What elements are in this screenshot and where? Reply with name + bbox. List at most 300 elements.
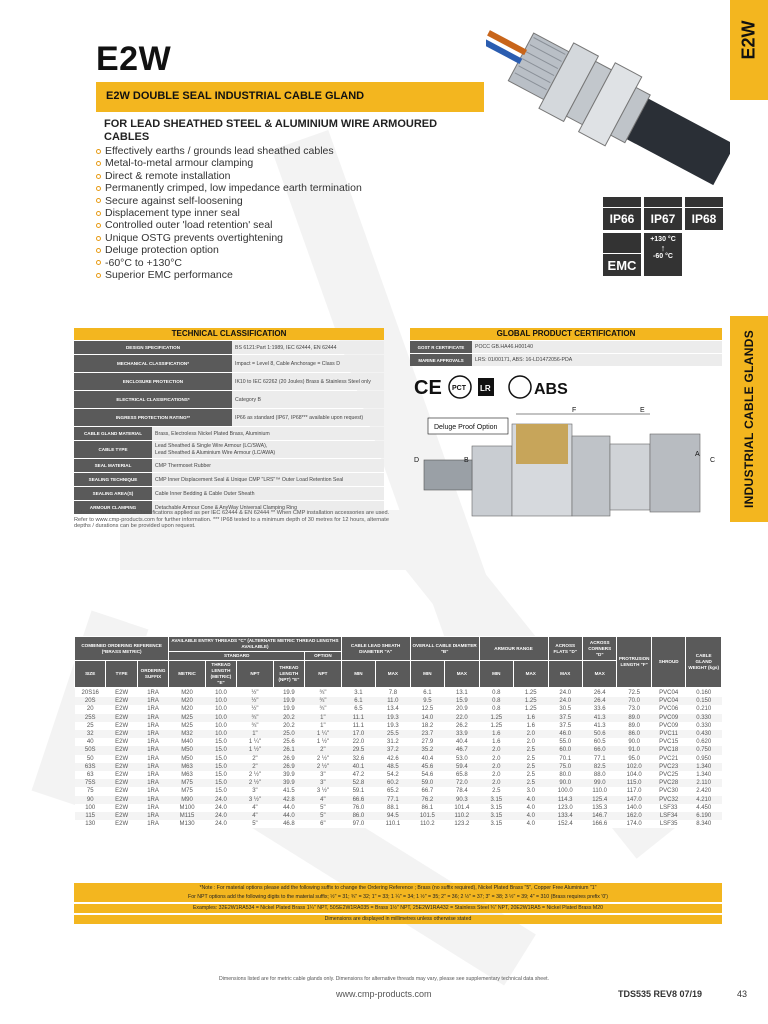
global-certification-table (410, 328, 722, 366)
table-cell: M50 (169, 755, 206, 763)
table-cell: 20.2 (273, 714, 304, 722)
table-cell: 1.25 (479, 714, 513, 722)
table-cell: 54.6 (410, 771, 444, 779)
table-cell: M63 (169, 771, 206, 779)
bullet-icon (96, 161, 101, 166)
table-cell: 15.0 (205, 746, 236, 754)
table-cell: 147.0 (617, 796, 651, 804)
table-cell: 27.9 (410, 738, 444, 746)
table-cell: M20 (169, 697, 206, 705)
table-cell: E2W (106, 714, 137, 722)
table-cell: 110.2 (410, 820, 444, 828)
abs-logo-ring (509, 376, 531, 398)
table-cell: PVC28 (651, 779, 685, 787)
table-cell: 97.0 (341, 820, 375, 828)
temperature-badge (644, 233, 682, 276)
table-cell: 110.1 (376, 820, 410, 828)
table-cell: 99.0 (582, 779, 616, 787)
table-cell: 1 ¼" (305, 730, 342, 738)
table-cell: 66.6 (341, 796, 375, 804)
table-cell: 40 (75, 738, 106, 746)
list-item: Direct & remote installation (96, 170, 362, 182)
section-heading: TECHNICAL CLASSIFICATION (74, 328, 384, 340)
table-cell: 18.2 (410, 722, 444, 730)
table-cell: 8.340 (686, 820, 722, 828)
arrow-up-icon: ↑ (660, 243, 666, 253)
table-cell: 90.0 (617, 738, 651, 746)
table-cell: 24.0 (548, 688, 582, 698)
table-cell: 33.9 (445, 730, 479, 738)
table-cell: 2.5 (514, 779, 548, 787)
table-row: DESIGN SPECIFICATION BS 6121:Part 1:1989, IEC 62444, EN 62444 (74, 341, 384, 354)
table-row (75, 812, 722, 820)
table-cell: 110.2 (445, 812, 479, 820)
table-cell: 89.0 (617, 722, 651, 730)
table-cell: 0.330 (686, 722, 722, 730)
table-cell: 125.4 (582, 796, 616, 804)
list-item: Permanently crimped, low impedance earth termination (96, 182, 362, 194)
table-cell: 46.7 (445, 746, 479, 754)
table-cell: 1RA (137, 763, 168, 771)
table-cell: 5" (305, 812, 342, 820)
ip66-badge: IP66 (603, 208, 641, 230)
table-cell: 2" (237, 755, 274, 763)
table-cell: 1RA (137, 820, 168, 828)
table-cell: 1RA (137, 755, 168, 763)
table-cell: 2.5 (514, 771, 548, 779)
table-cell: 3" (305, 771, 342, 779)
table-cell: 1.25 (514, 688, 548, 698)
table-cell: 33.6 (582, 705, 616, 713)
dim-d: D (414, 457, 420, 464)
table-cell: 3 ½" (237, 796, 274, 804)
dim-e: E (640, 407, 645, 414)
table-cell: ½" (237, 697, 274, 705)
table-cell: 1RA (137, 688, 168, 698)
table-row: INGRESS PROTECTION RATING** IP66 as standard (IP67, IP68*** available upon request) (74, 409, 384, 426)
bullet-icon (96, 248, 101, 253)
table-cell: 11.0 (376, 697, 410, 705)
table-cell: 15.0 (205, 771, 236, 779)
table-row: MARINE APPROVALS LRS: 01/00171, ABS: 16-LD1472056-PDA (410, 354, 722, 366)
table-cell: 1.340 (686, 771, 722, 779)
table-cell: 7.8 (376, 688, 410, 698)
table-cell: E2W (106, 730, 137, 738)
table-cell: 89.0 (617, 714, 651, 722)
list-item: Deluge protection option (96, 244, 362, 256)
table-cell: 31.2 (376, 738, 410, 746)
table-cell: 22.0 (341, 738, 375, 746)
table-cell: 2 ½" (237, 779, 274, 787)
table-cell: 4.450 (686, 804, 722, 812)
table-cell: 30.5 (548, 705, 582, 713)
table-row: ENCLOSURE PROTECTION IK10 to IEC 62262 (20 Joules) Brass & Stainless Steel only (74, 373, 384, 390)
table-cell: 1 ½" (305, 738, 342, 746)
table-cell: 32.6 (341, 755, 375, 763)
table-cell: M25 (169, 714, 206, 722)
drop-icon (644, 197, 682, 207)
table-cell: 11.1 (341, 722, 375, 730)
dim-b: B (464, 457, 469, 464)
table-cell: 1RA (137, 730, 168, 738)
table-cell: 32 (75, 730, 106, 738)
table-cell: 73.0 (617, 705, 651, 713)
bullet-icon (96, 186, 101, 191)
bullet-icon (96, 273, 101, 278)
table-cell: 2.5 (514, 746, 548, 754)
table-cell: 2.5 (479, 787, 513, 795)
table-cell: 25.0 (273, 730, 304, 738)
table-cell: 88.1 (376, 804, 410, 812)
table-body (75, 688, 722, 829)
table-cell: 86.0 (617, 730, 651, 738)
table-cell: M130 (169, 820, 206, 828)
side-bar (730, 316, 768, 522)
table-row: MECHANICAL CLASSIFICATION* Impact = Level 8, Cable Anchorage = Class D (74, 355, 384, 372)
table-cell: M63 (169, 763, 206, 771)
table-cell: 24.0 (205, 812, 236, 820)
table-cell: 26.1 (273, 746, 304, 754)
table-cell: 60.0 (548, 746, 582, 754)
table-cell: 2.0 (479, 771, 513, 779)
table-cell: 1RA (137, 779, 168, 787)
table-cell: 25 (75, 722, 106, 730)
table-cell: 60.5 (582, 738, 616, 746)
table-cell: 48.5 (376, 763, 410, 771)
table-cell: 26.4 (582, 688, 616, 698)
table-cell: 104.0 (617, 771, 651, 779)
table-cell: ¾" (305, 697, 342, 705)
side-tab (730, 0, 768, 100)
table-cell: M100 (169, 804, 206, 812)
table-cell: 0.8 (479, 697, 513, 705)
table-cell: 78.4 (445, 787, 479, 795)
dim-f: F (572, 407, 577, 414)
footer-website-link[interactable]: www.cmp-products.com (336, 989, 432, 999)
table-cell: 45.6 (410, 763, 444, 771)
table-cell: M40 (169, 738, 206, 746)
table-cell: 25S (75, 714, 106, 722)
table-cell: 82.5 (582, 763, 616, 771)
table-cell: 35.2 (410, 746, 444, 754)
table-cell: 19.3 (376, 714, 410, 722)
table-cell: 2.5 (514, 755, 548, 763)
table-cell: 76.0 (341, 804, 375, 812)
table-cell: 22.0 (445, 714, 479, 722)
table-cell: 15.0 (205, 738, 236, 746)
table-cell: M20 (169, 688, 206, 698)
table-row: SEALING AREA(S) Cable Inner Bedding & Cable Outer Sheath (74, 487, 384, 500)
dim-a: A (695, 451, 700, 458)
table-cell: 24.0 (548, 697, 582, 705)
table-cell: PVC09 (651, 722, 685, 730)
table-cell: 3.15 (479, 820, 513, 828)
table-cell: 123.2 (445, 820, 479, 828)
table-cell: 10.0 (205, 714, 236, 722)
table-cell: 3.15 (479, 812, 513, 820)
table-cell: E2W (106, 705, 137, 713)
table-cell: 2.0 (514, 730, 548, 738)
table-cell: 0.210 (686, 705, 722, 713)
table-row: CABLE TYPE Lead Sheathed & Single Wire Armour (LC/SWA), Lead Sheathed & Aluminium Wire Armour (LC/AWA) (74, 441, 384, 458)
table-cell: 13.4 (376, 705, 410, 713)
table-cell: E2W (106, 787, 137, 795)
table-cell: 2.0 (514, 738, 548, 746)
table-cell: 1 ½" (237, 746, 274, 754)
table-cell: 50S (75, 746, 106, 754)
table-cell: LSF33 (651, 804, 685, 812)
table-cell: 3.15 (479, 796, 513, 804)
table-cell: 44.0 (273, 812, 304, 820)
list-item: Controlled outer 'load retention' seal (96, 219, 362, 231)
table-cell: 15.0 (205, 779, 236, 787)
table-cell: 4.0 (514, 804, 548, 812)
table-cell: E2W (106, 755, 137, 763)
table-cell: 63 (75, 771, 106, 779)
table-cell: ¾" (237, 714, 274, 722)
table-row (75, 796, 722, 804)
table-cell: 3.15 (479, 804, 513, 812)
table-cell: 54.2 (376, 771, 410, 779)
table-cell: 1.25 (514, 697, 548, 705)
table-cell: 4" (237, 812, 274, 820)
table-cell: M32 (169, 730, 206, 738)
table-cell: 0.150 (686, 697, 722, 705)
table-cell: 1.340 (686, 763, 722, 771)
table-cell: 75.0 (548, 763, 582, 771)
table-cell: 6.5 (341, 705, 375, 713)
table-cell: 1RA (137, 714, 168, 722)
table-cell: 72.5 (617, 688, 651, 698)
table-row: ELECTRICAL CLASSIFICATIONS* Category B (74, 391, 384, 408)
table-cell: 65.8 (445, 771, 479, 779)
table-cell: 140.0 (617, 804, 651, 812)
bullet-icon (96, 198, 101, 203)
list-item: -60°C to +130°C (96, 257, 362, 269)
table-cell: 75 (75, 787, 106, 795)
table-cell: 88.0 (582, 771, 616, 779)
table-note: *Note : For material options please add the following suffix to change the Ordering Reference ; Brass (no suffix required), Nickel Plated Brass "5", Copper Free Aluminium "1" For NPT options add the following digits to the material suffix; ½" = 31; ¾" = 32; 1" = 33; 1 ¼" = 34; 1 ½" = 35; 2" = 36; 2 ½" = 37; 3" = 38; 3 ½" = 39; 4" = 310 (Brass requires prefix '0') (74, 883, 722, 902)
table-cell: 15.0 (205, 763, 236, 771)
deluge-label: Deluge Proof Option (434, 424, 498, 431)
table-cell: ¾" (305, 705, 342, 713)
table-cell: 46.0 (548, 730, 582, 738)
table-cell: E2W (106, 746, 137, 754)
table-cell: PVC30 (651, 787, 685, 795)
table-cell: E2W (106, 697, 137, 705)
table-cell: 0.330 (686, 714, 722, 722)
table-cell: 10.0 (205, 722, 236, 730)
table-cell: 59.1 (341, 787, 375, 795)
table-cell: 19.9 (273, 705, 304, 713)
table-row (75, 738, 722, 746)
table-cell: 12.5 (410, 705, 444, 713)
table-cell: 0.8 (479, 688, 513, 698)
table-cell: 6.190 (686, 812, 722, 820)
table-cell: 117.0 (617, 787, 651, 795)
emc-wave-icon (603, 233, 641, 253)
table-cell: 40.4 (445, 738, 479, 746)
table-cell: 37.2 (376, 746, 410, 754)
list-item: Effectively earths / grounds lead sheathed cables (96, 145, 362, 157)
table-cell: 70.0 (617, 697, 651, 705)
table-cell: 19.9 (273, 688, 304, 698)
table-row (75, 755, 722, 763)
table-cell: 1.6 (479, 730, 513, 738)
table-cell: 53.0 (445, 755, 479, 763)
table-cell: 6.1 (410, 688, 444, 698)
technical-footnote: * Mechanical & Electrical Classifications applied as per IEC 62444 & EN 62444 ** When CMP installation accessories are used. Refer to www.cmp-products.com for further information. *** IP68 tested to a minimum depth of 30 metres for 12 hours, alternate depths / durations can be provided upon request. (74, 510, 390, 530)
footer-disclaimer: Dimensions listed are for metric cable glands only. Dimensions for alternative threads may vary, please see supplementary technical data sheet. (219, 976, 549, 982)
table-cell: 76.2 (410, 796, 444, 804)
table-cell: LSF35 (651, 820, 685, 828)
table-row: SEALING TECHNIQUE CMP Inner Displacement Seal & Unique CMP "LRS"™ Outer Load Retention Seal (74, 473, 384, 486)
table-cell: 15.9 (445, 697, 479, 705)
table-cell: 52.8 (341, 779, 375, 787)
table-cell: M115 (169, 812, 206, 820)
product-subheading: FOR LEAD SHEATHED STEEL & ALUMINIUM WIRE ARMOURED CABLES (104, 118, 438, 143)
table-cell: ¾" (305, 688, 342, 698)
drop-icon (685, 197, 723, 207)
table-cell: 2.0 (479, 779, 513, 787)
table-cell: E2W (106, 771, 137, 779)
table-cell: 44.0 (273, 804, 304, 812)
table-cell: 3.0 (514, 787, 548, 795)
table-cell: 39.9 (273, 771, 304, 779)
table-row: GOST R CERTIFICATE POCC GB.HA46.H00140 (410, 341, 722, 353)
table-cell: 77.1 (582, 755, 616, 763)
product-banner: E2W DOUBLE SEAL INDUSTRIAL CABLE GLAND (96, 82, 484, 112)
technical-classification-table (74, 328, 384, 514)
table-cell: 59.4 (445, 763, 479, 771)
table-cell: 42.8 (273, 796, 304, 804)
table-cell: PVC32 (651, 796, 685, 804)
feature-list (96, 145, 362, 281)
table-cell: 2 ½" (305, 763, 342, 771)
table-cell: 4.0 (514, 820, 548, 828)
table-cell: 174.0 (617, 820, 651, 828)
table-row (75, 697, 722, 705)
table-cell: 77.1 (376, 796, 410, 804)
table-cell: 2" (305, 746, 342, 754)
table-cell: 4" (237, 804, 274, 812)
abs-logo: ABS (534, 381, 568, 398)
table-cell: 41.5 (273, 787, 304, 795)
table-cell: 24.0 (205, 820, 236, 828)
table-cell: 102.0 (617, 763, 651, 771)
table-cell: PVC04 (651, 697, 685, 705)
table-cell: PVC06 (651, 705, 685, 713)
list-item: Displacement type inner seal (96, 207, 362, 219)
table-cell: 123.0 (548, 804, 582, 812)
table-cell: ¾" (237, 722, 274, 730)
ce-logo: CE (414, 377, 442, 399)
gland-dimension-diagram (412, 404, 730, 524)
table-row (75, 779, 722, 787)
table-cell: 26.9 (273, 755, 304, 763)
table-cell: 1.25 (479, 722, 513, 730)
table-cell: 4.0 (514, 812, 548, 820)
table-cell: 17.0 (341, 730, 375, 738)
list-item: Secure against self-loosening (96, 195, 362, 207)
table-cell: 29.5 (341, 746, 375, 754)
table-cell: 86.1 (410, 804, 444, 812)
temp-high: +130 °C (650, 236, 676, 243)
table-cell: 1RA (137, 771, 168, 779)
table-cell: PVC11 (651, 730, 685, 738)
table-cell: 0.8 (479, 705, 513, 713)
table-cell: PVC18 (651, 746, 685, 754)
table-cell: 1RA (137, 796, 168, 804)
table-cell: 41.3 (582, 714, 616, 722)
table-cell: 72.0 (445, 779, 479, 787)
bullet-icon (96, 236, 101, 241)
table-row (75, 804, 722, 812)
table-cell: 2 ½" (305, 755, 342, 763)
emc-badge: EMC (603, 254, 641, 276)
table-row (75, 787, 722, 795)
table-cell: 20.9 (445, 705, 479, 713)
list-item: Unique OSTG prevents overtightening (96, 232, 362, 244)
table-cell: M20 (169, 705, 206, 713)
table-cell: 1.6 (514, 722, 548, 730)
table-cell: 90.3 (445, 796, 479, 804)
side-bar-label: INDUSTRIAL CABLE GLANDS (742, 329, 756, 509)
table-cell: E2W (106, 688, 137, 698)
table-cell: E2W (106, 738, 137, 746)
table-cell: 101.5 (410, 812, 444, 820)
table-cell: 19.3 (376, 722, 410, 730)
table-cell: 2" (237, 763, 274, 771)
table-cell: 14.0 (410, 714, 444, 722)
temp-low: -60 °C (653, 253, 673, 260)
table-cell: 90.0 (548, 779, 582, 787)
table-cell: 1RA (137, 705, 168, 713)
table-cell: 26.9 (273, 763, 304, 771)
table-cell: 133.4 (548, 812, 582, 820)
table-units-note: Dimensions are displayed in millimetres unless otherwise stated (74, 915, 722, 924)
table-cell: 37.5 (548, 722, 582, 730)
table-row (75, 771, 722, 779)
table-cell: 4" (305, 796, 342, 804)
table-cell: 10.0 (205, 688, 236, 698)
table-row (75, 714, 722, 722)
table-row (75, 730, 722, 738)
product-image (486, 10, 730, 210)
ip67-badge: IP67 (644, 208, 682, 230)
table-cell: 20S (75, 697, 106, 705)
table-cell: 94.5 (376, 812, 410, 820)
table-row (75, 722, 722, 730)
table-cell: 19.9 (273, 697, 304, 705)
table-cell: 41.3 (582, 722, 616, 730)
table-cell: PVC23 (651, 763, 685, 771)
table-cell: 60.2 (376, 779, 410, 787)
table-cell: 65.2 (376, 787, 410, 795)
table-cell: 37.5 (548, 714, 582, 722)
table-cell: 162.0 (617, 812, 651, 820)
table-cell: 100 (75, 804, 106, 812)
table-cell: 1.6 (479, 738, 513, 746)
table-cell: 0.950 (686, 755, 722, 763)
table-cell: 1.25 (514, 705, 548, 713)
table-cell: 3" (237, 787, 274, 795)
table-cell: 1RA (137, 787, 168, 795)
bullet-icon (96, 260, 101, 265)
table-cell: 110.0 (582, 787, 616, 795)
table-cell: 2.0 (479, 755, 513, 763)
table-cell: M25 (169, 722, 206, 730)
